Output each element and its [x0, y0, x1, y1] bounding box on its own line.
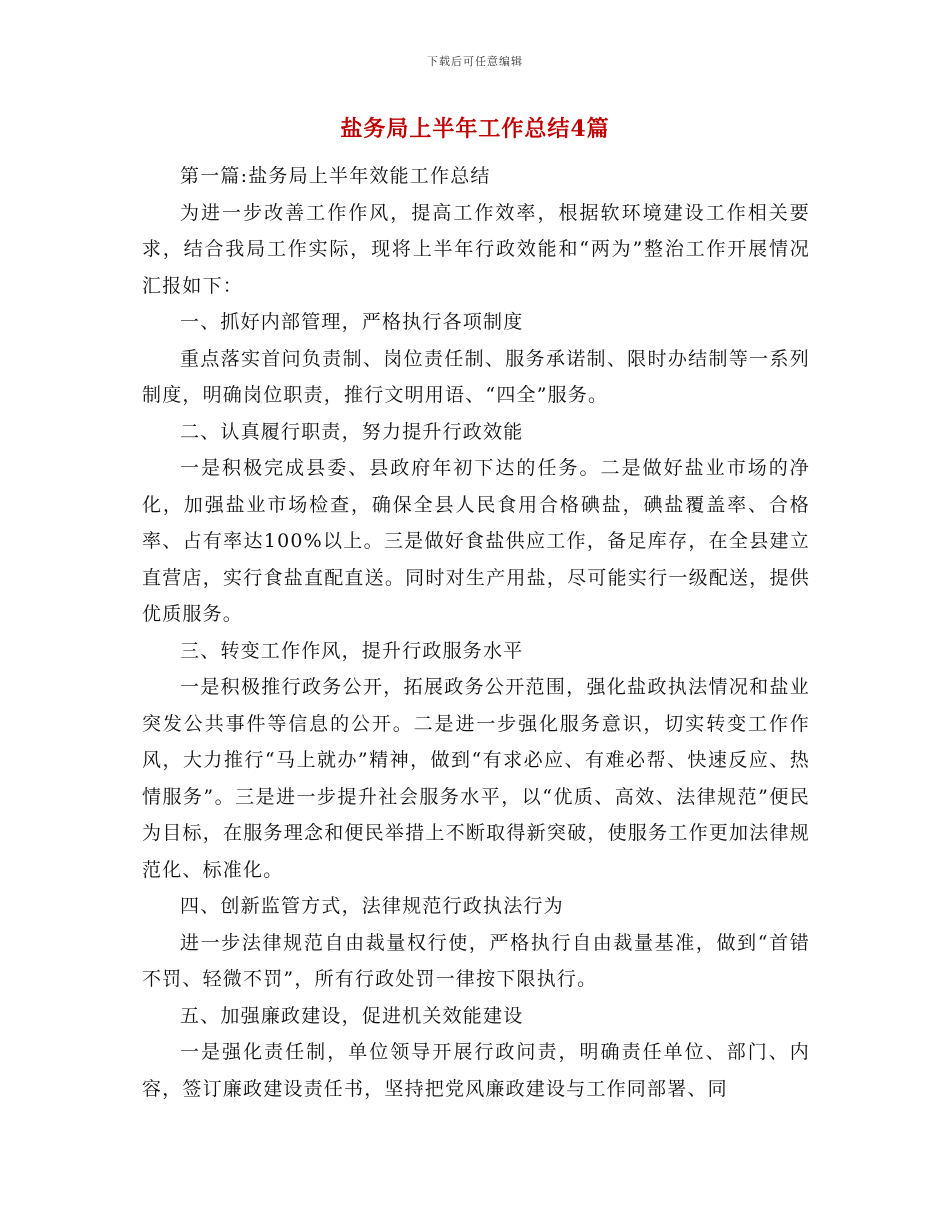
document-title: 盐务局上半年工作总结4篇 [340, 116, 610, 142]
section-heading: 一、抓好内部管理，严格执行各项制度 [180, 311, 524, 333]
body-paragraph: 为进一步改善工作作风，提高工作效率，根据软环境建设工作相关要求，结合我局工作实际，现将上半年行政效能和“两为”整治工作开展情况汇报如下： [142, 201, 810, 297]
section-heading: 五、加强廉政建设，促进机关效能建设 [180, 1004, 524, 1027]
body-paragraph: 重点落实首问负责制、岗位责任制、服务承诺制、限时办结制等一系列制度，明确岗位职责，推行文明用语、“四全”服务。 [142, 347, 810, 406]
document-body [142, 158, 810, 1107]
body-paragraph: 一是强化责任制，单位领导开展行政问责，明确责任单位、部门、内容，签订廉政建设责任书，坚持把党风廉政建设与工作同部署、同 [142, 1041, 810, 1100]
body-paragraph: 一是积极完成县委、县政府年初下达的任务。二是做好盐业市场的净化，加强盐业市场检查，确保全县人民食用合格碘盐，碘盐覆盖率、合格率、占有率达100%以上。三是做好食盐供应工作，备足库存，在全县建立直营店，实行食盐直配直送。同时对生产用盐，尽可能实行一级配送，提供优质服务。 [142, 457, 810, 625]
body-paragraph: 一是积极推行政务公开，拓展政务公开范围，强化盐政执法情况和盐业突发公共事件等信息的公开。二是进一步强化服务意识，切实转变工作作风，大力推行“马上就办”精神，做到“有求必应、有难必帮、快速反应、热情服务”。三是进一步提升社会服务水平，以“优质、高效、法律规范”便民为目标，在服务理念和便民举措上不断取得新突破，使服务工作更加法律规范化、标准化。 [142, 676, 810, 881]
body-paragraph: 进一步法律规范自由裁量权行使，严格执行自由裁量基准，做到“首错不罚、轻微不罚”，所有行政处罚一律按下限执行。 [142, 931, 810, 990]
section-heading: 第一篇:盐务局上半年效能工作总结 [180, 165, 491, 187]
section-heading: 四、创新监管方式，法律规范行政执法行为 [180, 895, 564, 917]
section-heading: 二、认真履行职责，努力提升行政效能 [180, 420, 524, 443]
header-note: 下载后可任意编辑 [427, 55, 523, 68]
section-heading: 三、转变工作作风，提升行政服务水平 [180, 639, 524, 662]
